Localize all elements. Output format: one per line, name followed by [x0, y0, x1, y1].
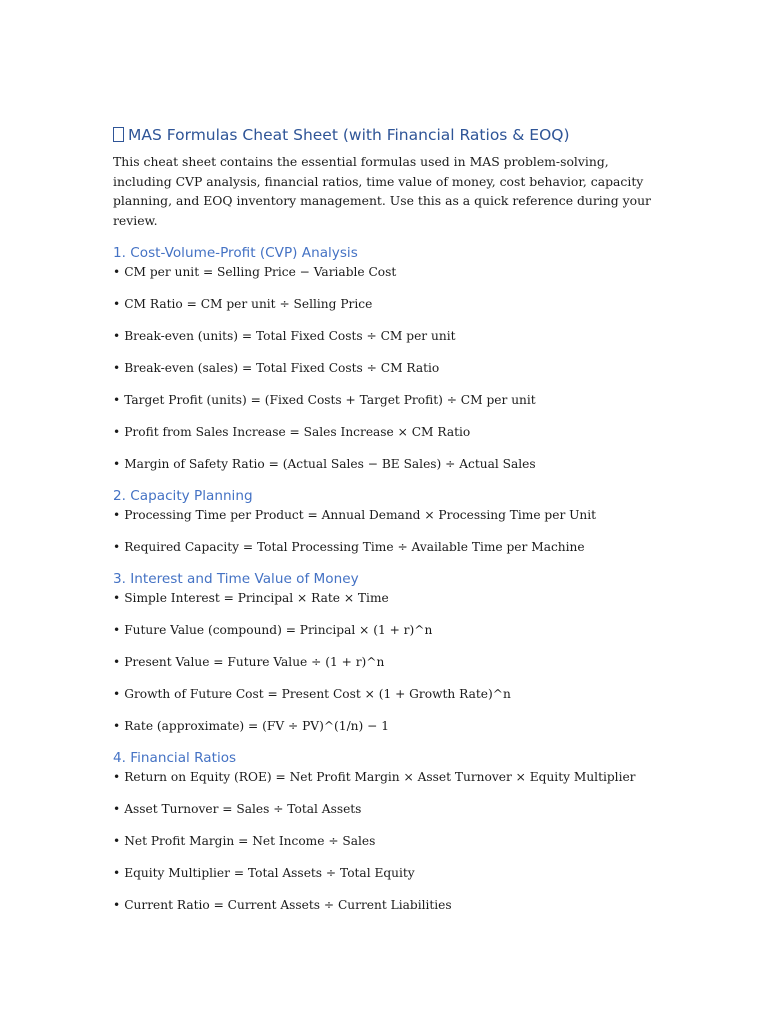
formula-item	[113, 621, 653, 639]
formula-text: Break-even (units) = Total Fixed Costs ÷ CM per unit	[124, 329, 456, 343]
formula-text: Net Profit Margin = Net Income ÷ Sales	[124, 834, 376, 848]
document-page	[113, 124, 653, 914]
formula-text: Rate (approximate) = (FV ÷ PV)^(1/n) − 1	[124, 719, 389, 733]
formula-item	[113, 589, 653, 607]
formula-item	[113, 717, 653, 735]
bullet-icon: •	[113, 425, 121, 439]
bullet-icon: •	[113, 719, 121, 733]
bullet-icon: •	[113, 623, 121, 637]
bullet-icon: •	[113, 361, 121, 375]
formula-text: Growth of Future Cost = Present Cost × (1 + Growth Rate)^n	[124, 687, 511, 701]
section-1	[113, 243, 653, 473]
formula-text: CM per unit = Selling Price − Variable Cost	[124, 265, 397, 279]
bullet-icon: •	[113, 866, 121, 880]
bullet-icon: •	[113, 540, 121, 554]
formula-text: Margin of Safety Ratio = (Actual Sales − BE Sales) ÷ Actual Sales	[124, 457, 536, 471]
section-heading: 2. Capacity Planning	[113, 488, 253, 504]
bullet-icon: •	[113, 655, 121, 669]
section-2	[113, 486, 653, 556]
formula-item	[113, 896, 653, 914]
document-title-text: MAS Formulas Cheat Sheet (with Financial Ratios & EOQ)	[128, 126, 570, 144]
formula-text: Simple Interest = Principal × Rate × Time	[124, 591, 389, 605]
formula-text: Return on Equity (ROE) = Net Profit Margin × Asset Turnover × Equity Multiplier	[124, 770, 636, 784]
section-heading: 1. Cost-Volume-Profit (CVP) Analysis	[113, 245, 358, 261]
bullet-icon: •	[113, 297, 121, 311]
bullet-icon: •	[113, 591, 121, 605]
formula-item	[113, 800, 653, 818]
formula-text: Current Ratio = Current Assets ÷ Current Liabilities	[124, 898, 452, 912]
formula-list	[113, 263, 653, 473]
sections-container	[113, 243, 653, 914]
formula-item	[113, 295, 653, 313]
formula-item	[113, 685, 653, 703]
formula-item	[113, 506, 653, 524]
intro-paragraph: This cheat sheet contains the essential formulas used in MAS problem-solving, including CVP analysis, financial ratios, time value of money, cost behavior, capacity planning, and EOQ inventory management. Use this as a quick reference during your review.	[113, 154, 651, 228]
formula-text: Asset Turnover = Sales ÷ Total Assets	[124, 802, 362, 816]
formula-item	[113, 359, 653, 377]
section-heading: 3. Interest and Time Value of Money	[113, 571, 359, 587]
bullet-icon: •	[113, 834, 121, 848]
section-3	[113, 569, 653, 735]
bullet-icon: •	[113, 770, 121, 784]
formula-list	[113, 768, 653, 914]
formula-text: Required Capacity = Total Processing Time ÷ Available Time per Machine	[124, 540, 585, 554]
formula-text: Present Value = Future Value ÷ (1 + r)^n	[124, 655, 385, 669]
formula-item	[113, 768, 653, 786]
bullet-icon: •	[113, 898, 121, 912]
bullet-icon: •	[113, 457, 121, 471]
formula-item	[113, 423, 653, 441]
formula-item	[113, 864, 653, 882]
formula-text: Equity Multiplier = Total Assets ÷ Total Equity	[124, 866, 415, 880]
missing-glyph-icon	[113, 127, 124, 142]
formula-item	[113, 391, 653, 409]
section-4	[113, 748, 653, 914]
formula-text: Target Profit (units) = (Fixed Costs + Target Profit) ÷ CM per unit	[124, 393, 536, 407]
bullet-icon: •	[113, 687, 121, 701]
bullet-icon: •	[113, 802, 121, 816]
bullet-icon: •	[113, 329, 121, 343]
formula-text: Processing Time per Product = Annual Demand × Processing Time per Unit	[124, 508, 597, 522]
formula-item	[113, 327, 653, 345]
formula-text: CM Ratio = CM per unit ÷ Selling Price	[124, 297, 373, 311]
section-heading: 4. Financial Ratios	[113, 750, 237, 766]
formula-item	[113, 455, 653, 473]
formula-list	[113, 506, 653, 556]
formula-item	[113, 538, 653, 556]
formula-item	[113, 263, 653, 281]
formula-text: Profit from Sales Increase = Sales Increase × CM Ratio	[124, 425, 471, 439]
bullet-icon: •	[113, 265, 121, 279]
formula-text: Future Value (compound) = Principal × (1 + r)^n	[124, 623, 433, 637]
bullet-icon: •	[113, 508, 121, 522]
formula-item	[113, 832, 653, 850]
formula-item	[113, 653, 653, 671]
formula-text: Break-even (sales) = Total Fixed Costs ÷ CM Ratio	[124, 361, 440, 375]
document-title	[113, 124, 653, 146]
formula-list	[113, 589, 653, 735]
bullet-icon: •	[113, 393, 121, 407]
